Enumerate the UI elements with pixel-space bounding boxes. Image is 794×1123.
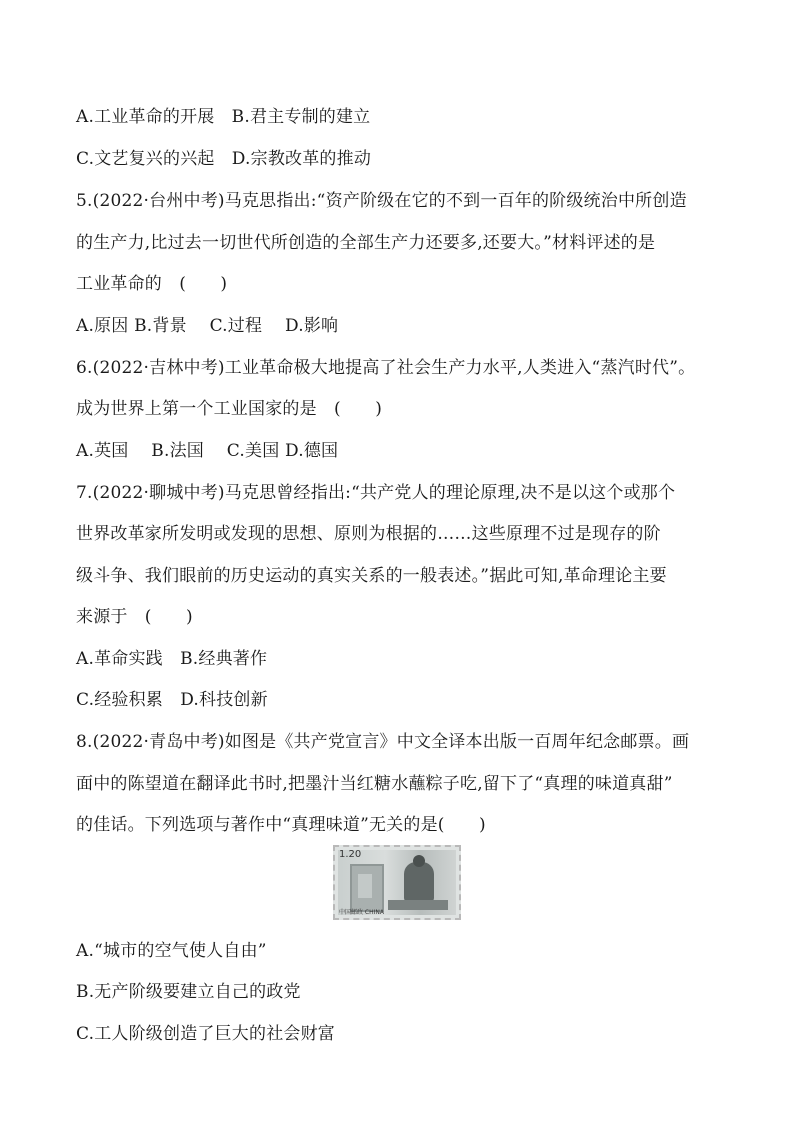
- q7-option-line-1: A.革命实践 B.经典著作: [76, 649, 268, 669]
- q7-stem-line-1: 7.(2022·聊城中考)马克思曾经指出:“共产党人的理论原理,决不是以这个或那个: [76, 483, 676, 503]
- q7-stem-line-3: 级斗争、我们眼前的历史运动的真实关系的一般表述。”据此可知,革命理论主要: [76, 566, 667, 586]
- q7-stem-line-2: 世界改革家所发明或发现的思想、原则为根据的……这些原理不过是现存的阶: [76, 524, 661, 544]
- q8-stem-line-2: 面中的陈望道在翻译此书时,把墨汁当红糖水蘸粽子吃,留下了“真理的味道真甜”: [76, 774, 673, 794]
- q5-stem-line-2: 的生产力,比过去一切世代所创造的全部生产力还要多,还要大。”材料评述的是: [76, 233, 656, 253]
- stamp-desk: [388, 900, 448, 910]
- q4-option-line-2: C.文艺复兴的兴起 D.宗教改革的推动: [76, 149, 372, 169]
- q5-options: A.原因 B.背景 C.过程 D.影响: [76, 316, 339, 336]
- q8-option-a: A.“城市的空气使人自由”: [76, 941, 267, 961]
- q6-stem-line-1: 6.(2022·吉林中考)工业革命极大地提高了社会生产力水平,人类进入“蒸汽时代”。: [76, 358, 696, 378]
- stamp-value: 1.20: [339, 849, 362, 860]
- q7-option-line-2: C.经验积累 D.科技创新: [76, 690, 268, 710]
- q8-option-c: C.工人阶级创造了巨大的社会财富: [76, 1024, 336, 1044]
- q6-stem-line-2: 成为世界上第一个工业国家的是 ( ): [76, 399, 383, 419]
- stamp-country: 中国邮政 CHINA: [339, 909, 384, 916]
- stamp-translator-figure: [404, 862, 434, 902]
- stamp-book-cover: [350, 864, 384, 912]
- q7-stem-line-4: 来源于 ( ): [76, 607, 193, 627]
- q8-stem-line-1: 8.(2022·青岛中考)如图是《共产党宣言》中文全译本出版一百周年纪念邮票。画: [76, 732, 690, 752]
- q8-stem-line-3: 的佳话。下列选项与著作中“真理味道”无关的是( ): [76, 815, 486, 835]
- q8-option-b: B.无产阶级要建立自己的政党: [76, 982, 301, 1002]
- q4-option-line-1: A.工业革命的开展 B.君主专制的建立: [76, 107, 371, 127]
- q5-stem-line-1: 5.(2022·台州中考)马克思指出:“资产阶级在它的不到一百年的阶级统治中所创造: [76, 191, 687, 211]
- q5-stem-line-3: 工业革命的 ( ): [76, 274, 228, 294]
- q6-options: A.英国 B.法国 C.美国 D.德国: [76, 441, 339, 461]
- commemorative-stamp-image: [333, 845, 461, 920]
